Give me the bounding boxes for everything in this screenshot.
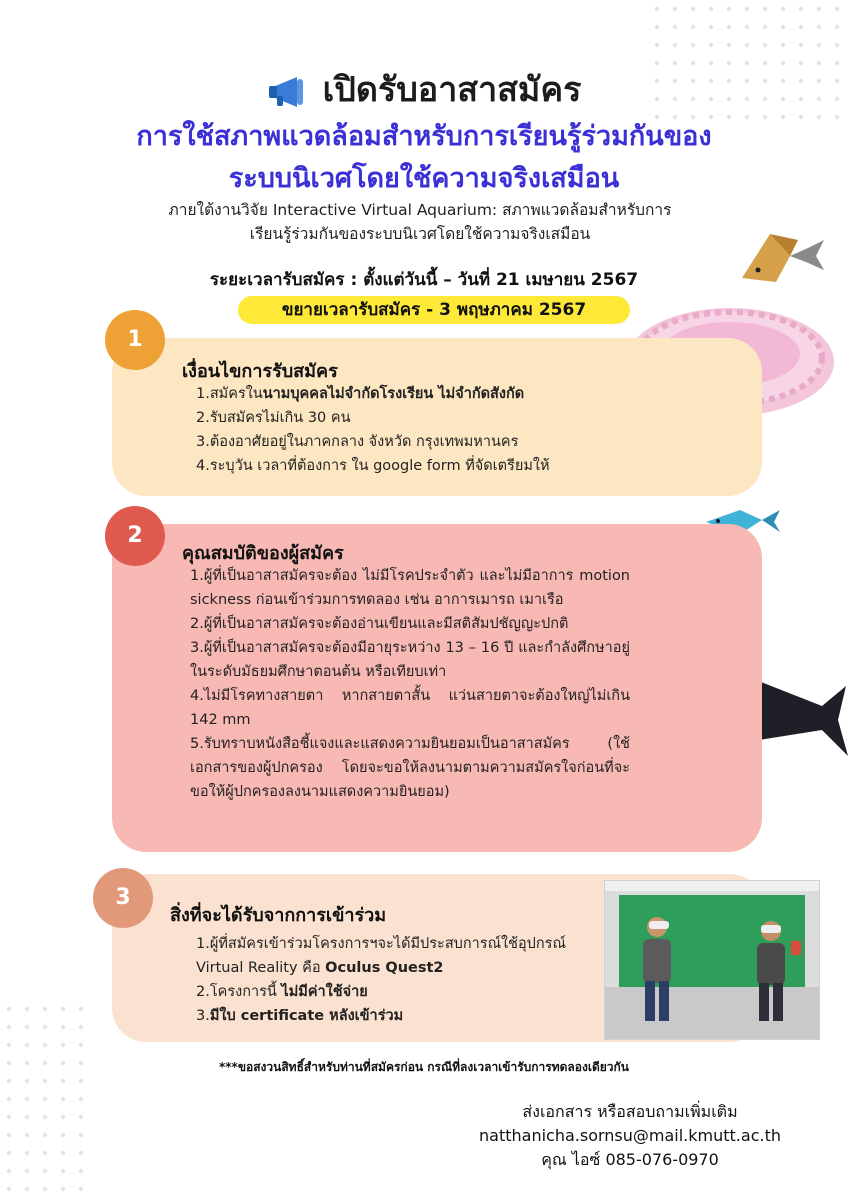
subtitle-line-2: ระบบนิเวศโดยใช้ความจริงเสมือน	[228, 163, 620, 194]
contact-line: ส่งเอกสาร หรือสอบถามเพิ่มเติม	[522, 1102, 738, 1121]
list-item: 4.ไม่มีโรคทางสายตา หากสายตาสั้น แว่นสายตาจะต้องใหญ่ไม่เกิน 142 mm	[190, 688, 630, 728]
list-item: 3.มีใบ certificate หลังเข้าร่วม	[196, 1008, 404, 1024]
qualifications-list	[190, 564, 630, 804]
contact-email-link[interactable]: natthanicha.sornsu@mail.kmutt.ac.th	[479, 1126, 781, 1145]
list-item: 3.ต้องอาศัยอยู่ในภาคกลาง จังหวัด กรุงเทพมหานคร	[196, 434, 519, 450]
list-item: 1.สมัครในนามบุคคลไม่จำกัดโรงเรียน ไม่จำกัดสังกัด	[196, 386, 525, 402]
megaphone-icon	[267, 75, 313, 109]
contact-phone: คุณ ไอซ์ 085-076-0970	[541, 1150, 719, 1169]
application-period: ระยะเวลารับสมัคร : ตั้งแต่วันนี้ – วันที่ 21 เมษายน 2567	[209, 270, 639, 290]
list-item: 2.โครงการนี้ ไม่มีค่าใช้จ่าย	[196, 984, 368, 1000]
subtitle-line-1: การใช้สภาพแวดล้อมสำหรับการเรียนรู้ร่วมกันของ	[136, 121, 712, 152]
page-title	[0, 62, 848, 116]
research-line-2: เรียนรู้ร่วมกันของระบบนิเวศโดยใช้ความจริงเสมือน	[249, 225, 591, 243]
conditions-list	[196, 382, 716, 478]
section-number-badge-3: 3	[93, 868, 153, 928]
section-title-qualifications: คุณสมบัติของผู้สมัคร	[182, 543, 344, 564]
origami-fish-brown-decoration	[738, 226, 828, 288]
research-line-1: ภายใต้งานวิจัย Interactive Virtual Aquarium: สภาพแวดล้อมสำหรับการ	[168, 201, 672, 219]
benefits-list	[196, 932, 596, 1028]
section-number-badge-1: 1	[105, 310, 165, 370]
research-description	[140, 198, 700, 246]
list-item: 1.ผู้ที่สมัครเข้าร่วมโครงการฯจะได้มีประสบการณ์ใช้อุปกรณ์ Virtual Reality คือ Oculus Quest2	[196, 936, 566, 976]
section-title-conditions: เงื่อนไขการรับสมัคร	[182, 361, 338, 382]
list-item: 2.ผู้ที่เป็นอาสาสมัครจะต้องอ่านเขียนและมีสติสัมปชัญญะปกติ	[190, 616, 569, 632]
vr-participants-photo	[604, 880, 820, 1040]
section-number-badge-2: 2	[105, 506, 165, 566]
list-item: 3.ผู้ที่เป็นอาสาสมัครจะต้องมีอายุระหว่าง 13 – 16 ปี และกำลังศึกษาอยู่ในระดับมัธยมศึกษาตอนต้น หรือเทียบเท่า	[190, 640, 630, 680]
decorative-dots-bottom-left	[0, 1000, 90, 1200]
extended-deadline-badge: ขยายเวลารับสมัคร - 3 พฤษภาคม 2567	[238, 296, 630, 324]
project-subtitle	[60, 116, 788, 200]
contact-info	[430, 1100, 830, 1172]
list-item: 2.รับสมัครไม่เกิน 30 คน	[196, 410, 351, 426]
list-item: 4.ระบุวัน เวลาที่ต้องการ ใน google form ที่จัดเตรียมให้	[196, 458, 550, 474]
section-title-benefits: สิ่งที่จะได้รับจากการเข้าร่วม	[170, 905, 387, 926]
title-text: เปิดรับอาสาสมัคร	[322, 70, 582, 110]
priority-note: ***ขอสงวนสิทธิ์สำหรับท่านที่สมัครก่อน กรณีที่ลงเวลาเข้ารับการทดลองเดียวกัน	[219, 1060, 629, 1074]
list-item: 1.ผู้ที่เป็นอาสาสมัครจะต้อง ไม่มีโรคประจำตัว และไม่มีอาการ motion sickness ก่อนเข้าร่วมการทดลอง เช่น อาการเมารถ เมาเรือ	[190, 568, 630, 608]
list-item: 5.รับทราบหนังสือชี้แจงและแสดงความยินยอมเป็นอาสาสมัคร (ใช้เอกสารของผู้ปกครอง โดยจะขอให้ลงนามตามความสมัครใจก่อนที่จะขอให้ผู้ปกครองลงนามแสดงความยินยอม)	[190, 736, 630, 800]
